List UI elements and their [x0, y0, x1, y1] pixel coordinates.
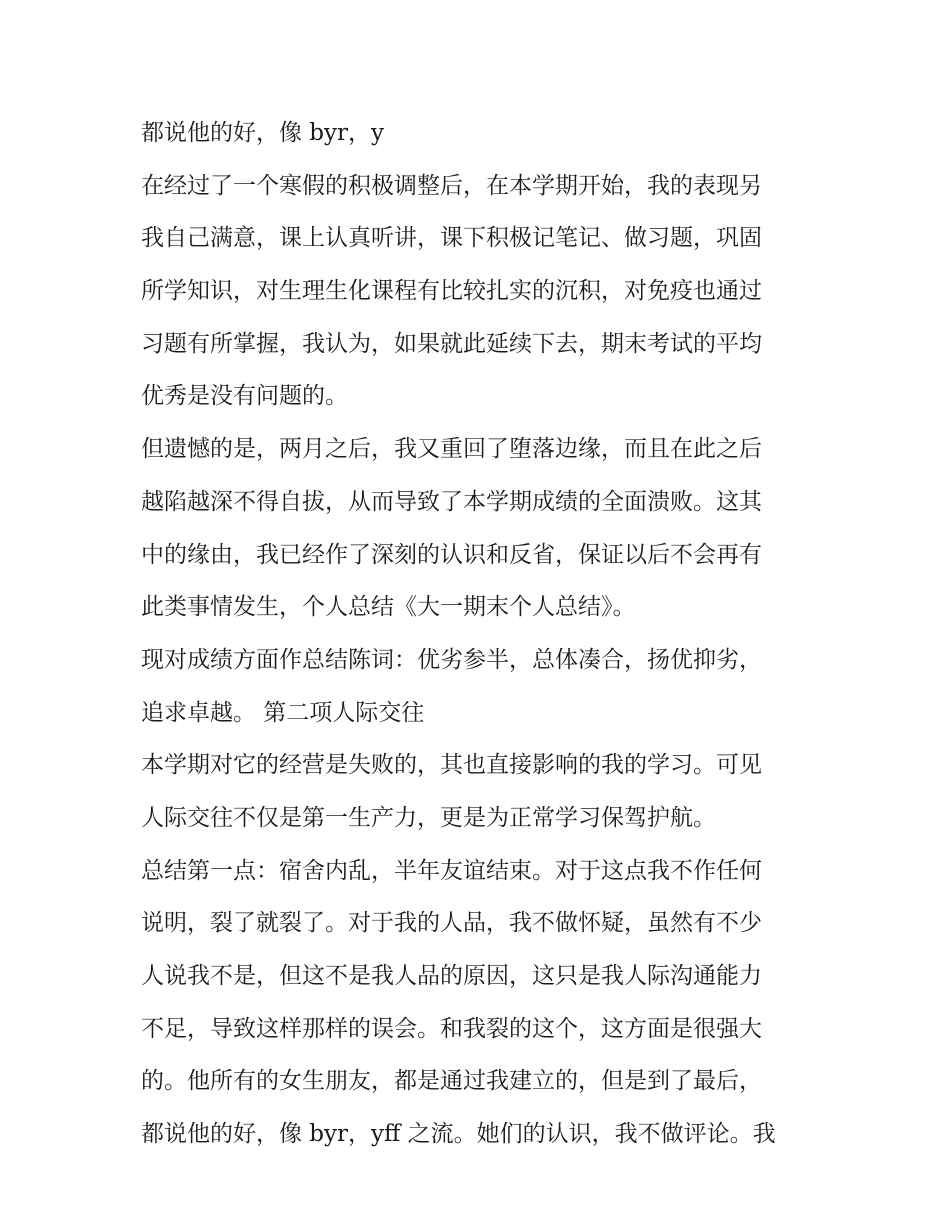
text-line: 但遗憾的是，两月之后，我又重回了堕落边缘，而且在此之后 — [141, 436, 762, 463]
text-line: 在经过了一个寒假的积极调整后，在本学期开始，我的表现另 — [141, 172, 762, 199]
text-line: 我自己满意，课上认真听讲，课下积极记笔记、做习题，巩固 — [141, 225, 762, 252]
text-line: 说明，裂了就裂了。对于我的人品，我不做怀疑，虽然有不少 — [141, 910, 762, 937]
text-line: 人际交往不仅是第一生产力，更是为正常学习保驾护航。 — [141, 804, 716, 831]
text-line: 优秀是没有问题的。 — [141, 383, 348, 410]
text-line: 此类事情发生，个人总结《大一期末个人总结》。 — [141, 594, 636, 621]
text-line: 所学知识，对生理生化课程有比较扎实的沉积，对免疫也通过 — [141, 278, 762, 305]
text-line: 不足，导致这样那样的误会。和我裂的这个，这方面是很强大 — [141, 1015, 762, 1042]
text-line: 中的缘由，我已经作了深刻的认识和反省，保证以后不会再有 — [141, 541, 762, 568]
text-line: 追求卓越。 第二项人际交往 — [141, 699, 425, 726]
text-line: 的。他所有的女生朋友，都是通过我建立的，但是到了最后， — [141, 1068, 762, 1095]
text-line: 都说他的好，像 byr，yff 之流。她们的认识，我不做评论。我 — [141, 1121, 776, 1148]
text-line: 本学期对它的经营是失败的，其也直接影响的我的学习。可见 — [141, 752, 762, 779]
text-line: 人说我不是，但这不是我人品的原因，这只是我人际沟通能力 — [141, 963, 762, 989]
text-line: 现对成绩方面作总结陈词：优劣参半，总体凑合，扬优抑劣， — [141, 646, 762, 673]
text-line: 总结第一点：宿舍内乱，半年友谊结束。对于这点我不作任何 — [141, 857, 762, 884]
text-line: 越陷越深不得自拔，从而导致了本学期成绩的全面溃败。这其 — [141, 488, 762, 515]
text-line: 习题有所掌握，我认为，如果就此延续下去，期末考试的平均 — [141, 330, 762, 357]
text-line: 都说他的好，像 byr，y — [141, 120, 385, 146]
document-text — [141, 113, 821, 1155]
